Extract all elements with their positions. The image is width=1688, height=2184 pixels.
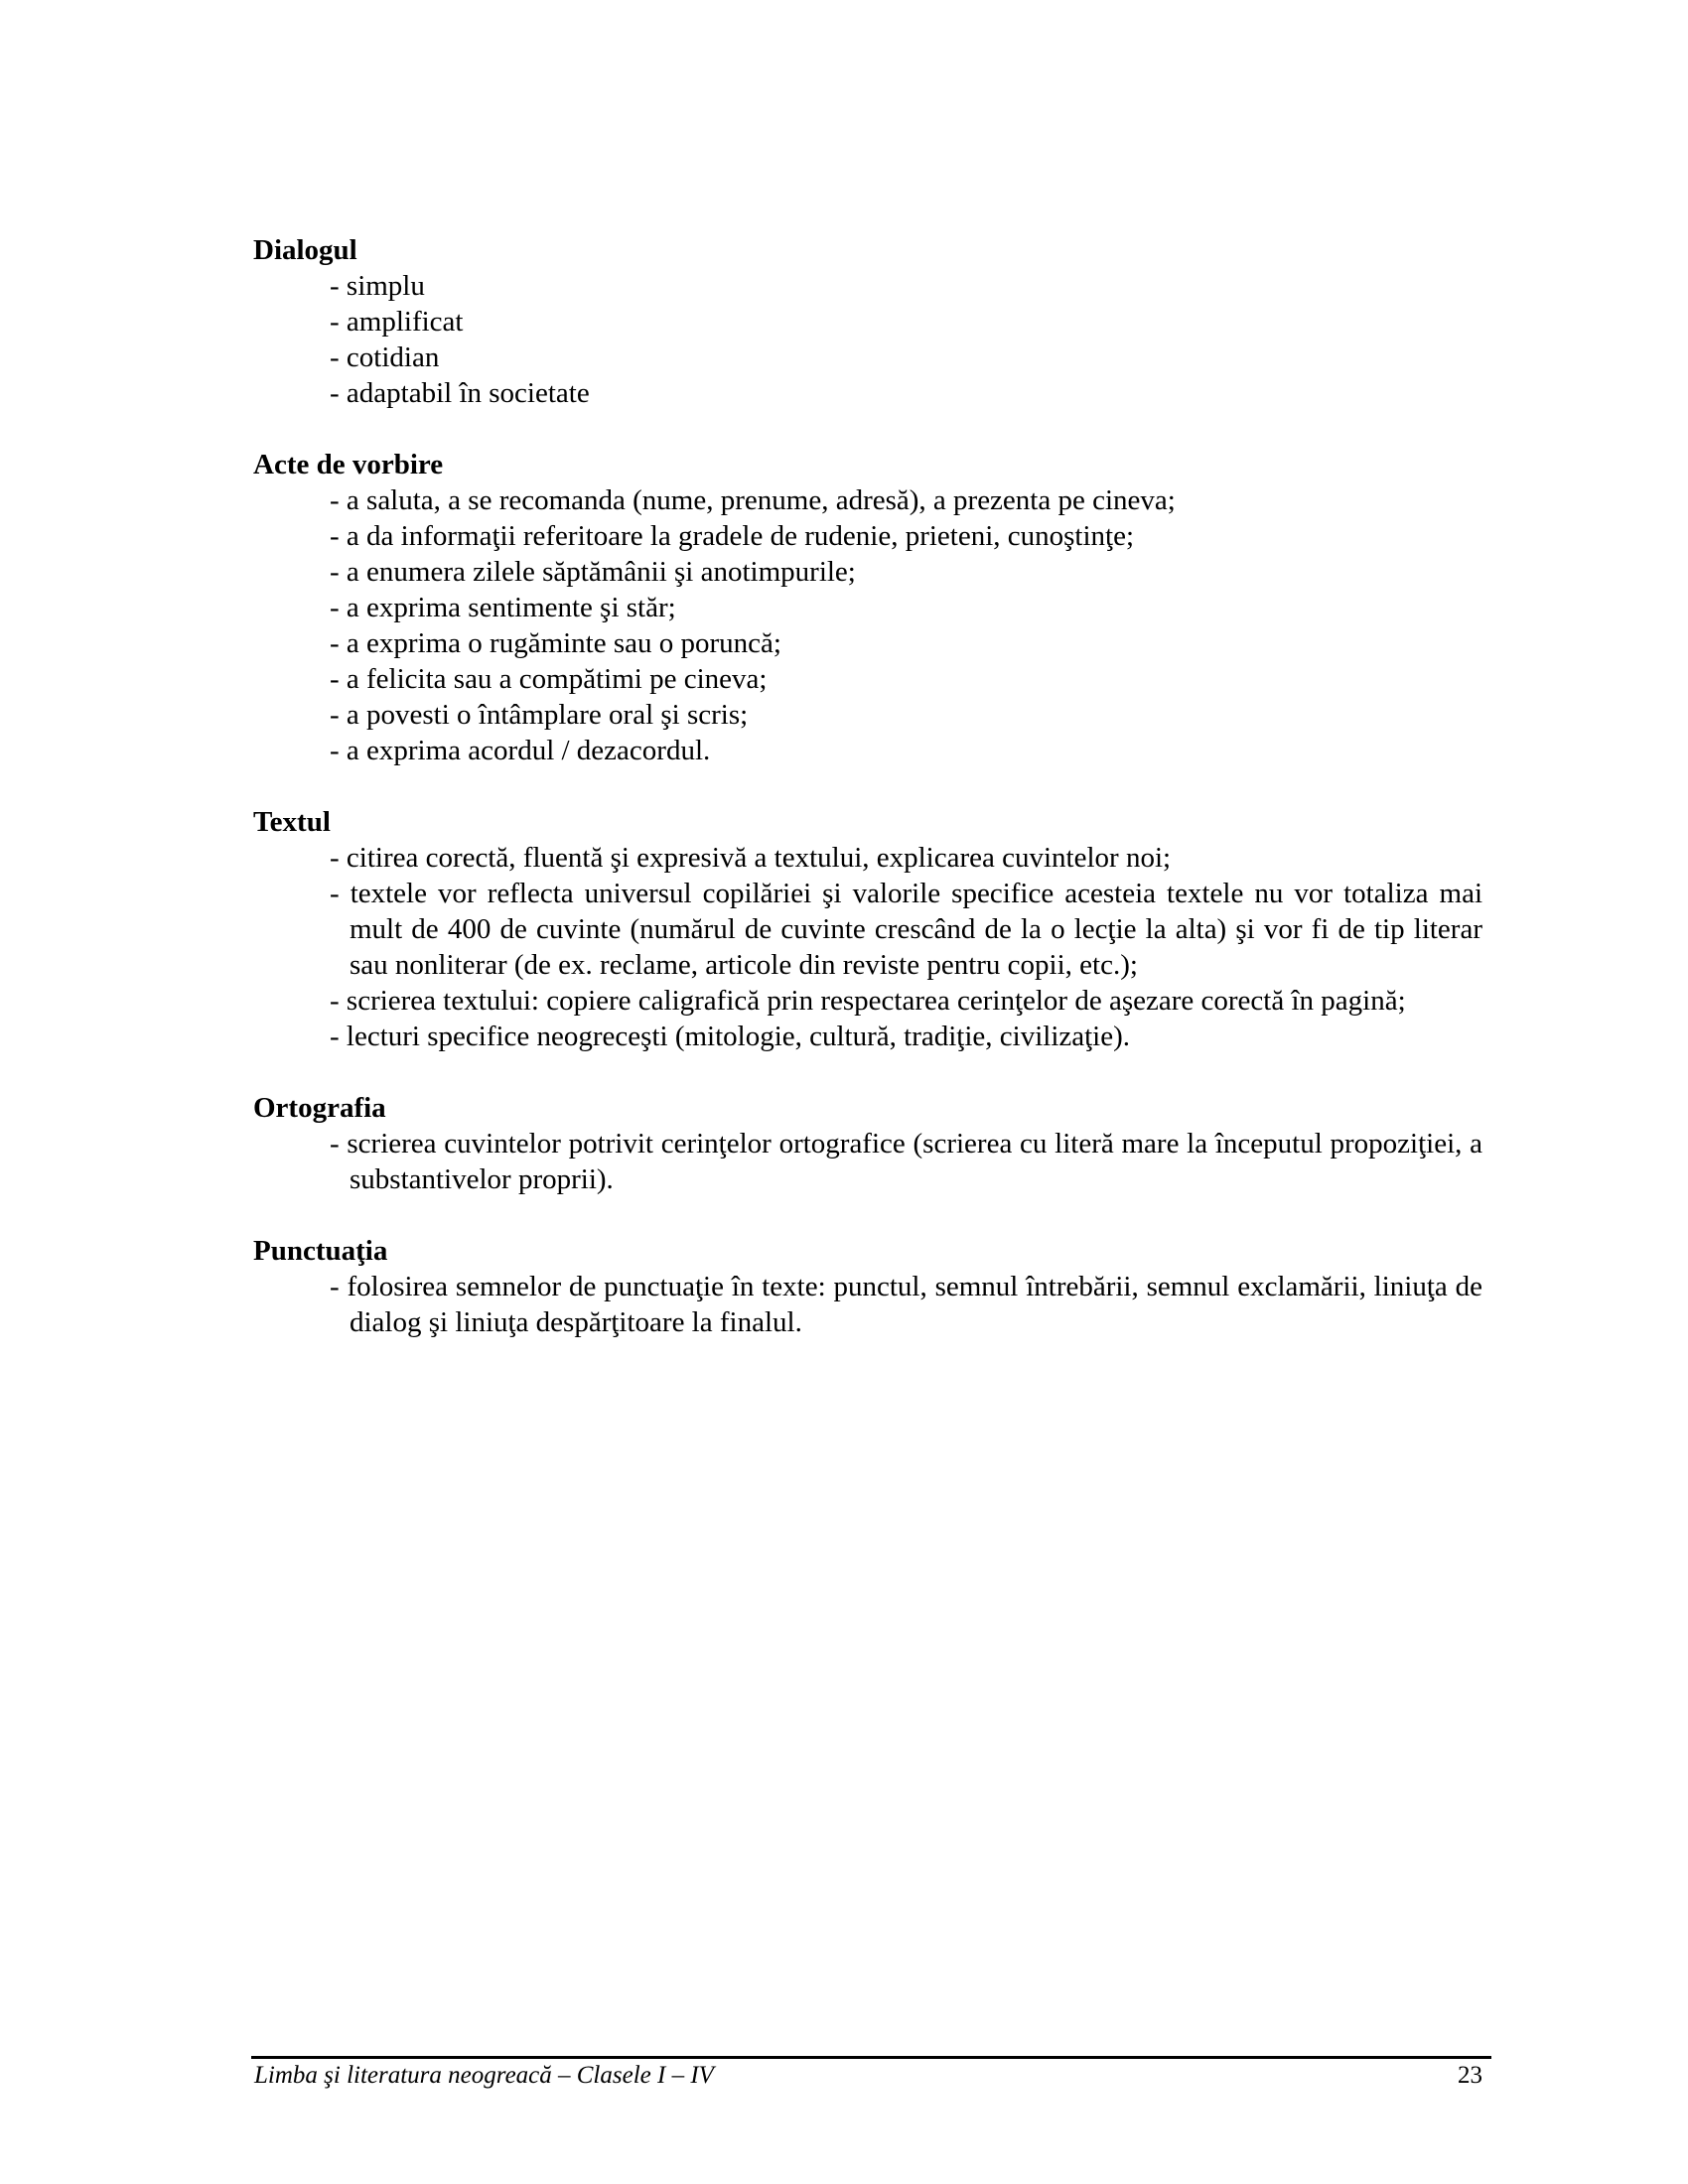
item-list — [253, 1269, 1482, 1340]
section-acte-de-vorbire — [253, 447, 1482, 768]
page-number: 23 — [1458, 2062, 1482, 2089]
item-list — [253, 268, 1482, 411]
section-heading: Dialogul — [253, 234, 357, 266]
footer-title: Limba şi literatura neogreacă – Clasele I – IV — [254, 2062, 714, 2089]
list-item: - lecturi specifice neogreceşti (mitologie, cultură, tradiţie, civilizaţie). — [330, 1021, 1131, 1052]
list-item: - amplificat — [330, 306, 464, 338]
list-item: - scrierea cuvintelor potrivit cerinţelor ortografice (scrierea cu literă mare la începutul propoziţiei, a substantivelor proprii). — [330, 1128, 1482, 1195]
item-list — [253, 1126, 1482, 1197]
document-body — [253, 232, 1482, 1376]
item-list — [253, 840, 1482, 1054]
list-item: - cotidian — [330, 341, 440, 373]
list-item: - a povesti o întâmplare oral şi scris; — [330, 699, 749, 731]
list-item: - textele vor reflecta universul copilăriei şi valorile specifice acesteia textele nu vor totaliza mai mult de 400 de cuvinte (numărul de cuvinte crescând de la o lecţie la alta) şi vor fi de tip literar sau nonliterar (de ex. reclame, articole din reviste pentru copii, etc.); — [330, 878, 1482, 981]
section-ortografia — [253, 1090, 1482, 1197]
section-heading: Ortografia — [253, 1092, 386, 1124]
footer-divider — [251, 2056, 1491, 2059]
section-heading: Textul — [253, 806, 331, 838]
list-item: - a exprima acordul / dezacordul. — [330, 735, 711, 766]
list-item: - a exprima sentimente şi stăr; — [330, 592, 676, 623]
list-item: - scrierea textului: copiere caligrafică prin respectarea cerinţelor de aşezare corectă în pagină; — [330, 985, 1406, 1017]
item-list — [253, 482, 1482, 768]
list-item: - citirea corectă, fluentă şi expresivă a textului, explicarea cuvintelor noi; — [330, 842, 1172, 874]
list-item: - simplu — [330, 270, 425, 302]
section-textul — [253, 804, 1482, 1054]
list-item: - a da informaţii referitoare la gradele de rudenie, prieteni, cunoştinţe; — [330, 520, 1135, 552]
list-item: - a felicita sau a compătimi pe cineva; — [330, 663, 768, 695]
list-item: - a enumera zilele săptămânii şi anotimpurile; — [330, 556, 856, 588]
list-item: - folosirea semnelor de punctuaţie în texte: punctul, semnul întrebării, semnul exclamării, liniuţa de dialog şi liniuţa despărţitoare la finalul. — [330, 1271, 1482, 1338]
section-dialogul — [253, 232, 1482, 411]
list-item: - a exprima o rugăminte sau o poruncă; — [330, 627, 781, 659]
section-heading: Acte de vorbire — [253, 449, 444, 480]
section-punctuatia — [253, 1233, 1482, 1340]
section-heading: Punctuaţia — [253, 1235, 388, 1267]
list-item: - a saluta, a se recomanda (nume, prenume, adresă), a prezenta pe cineva; — [330, 484, 1176, 516]
list-item: - adaptabil în societate — [330, 377, 590, 409]
